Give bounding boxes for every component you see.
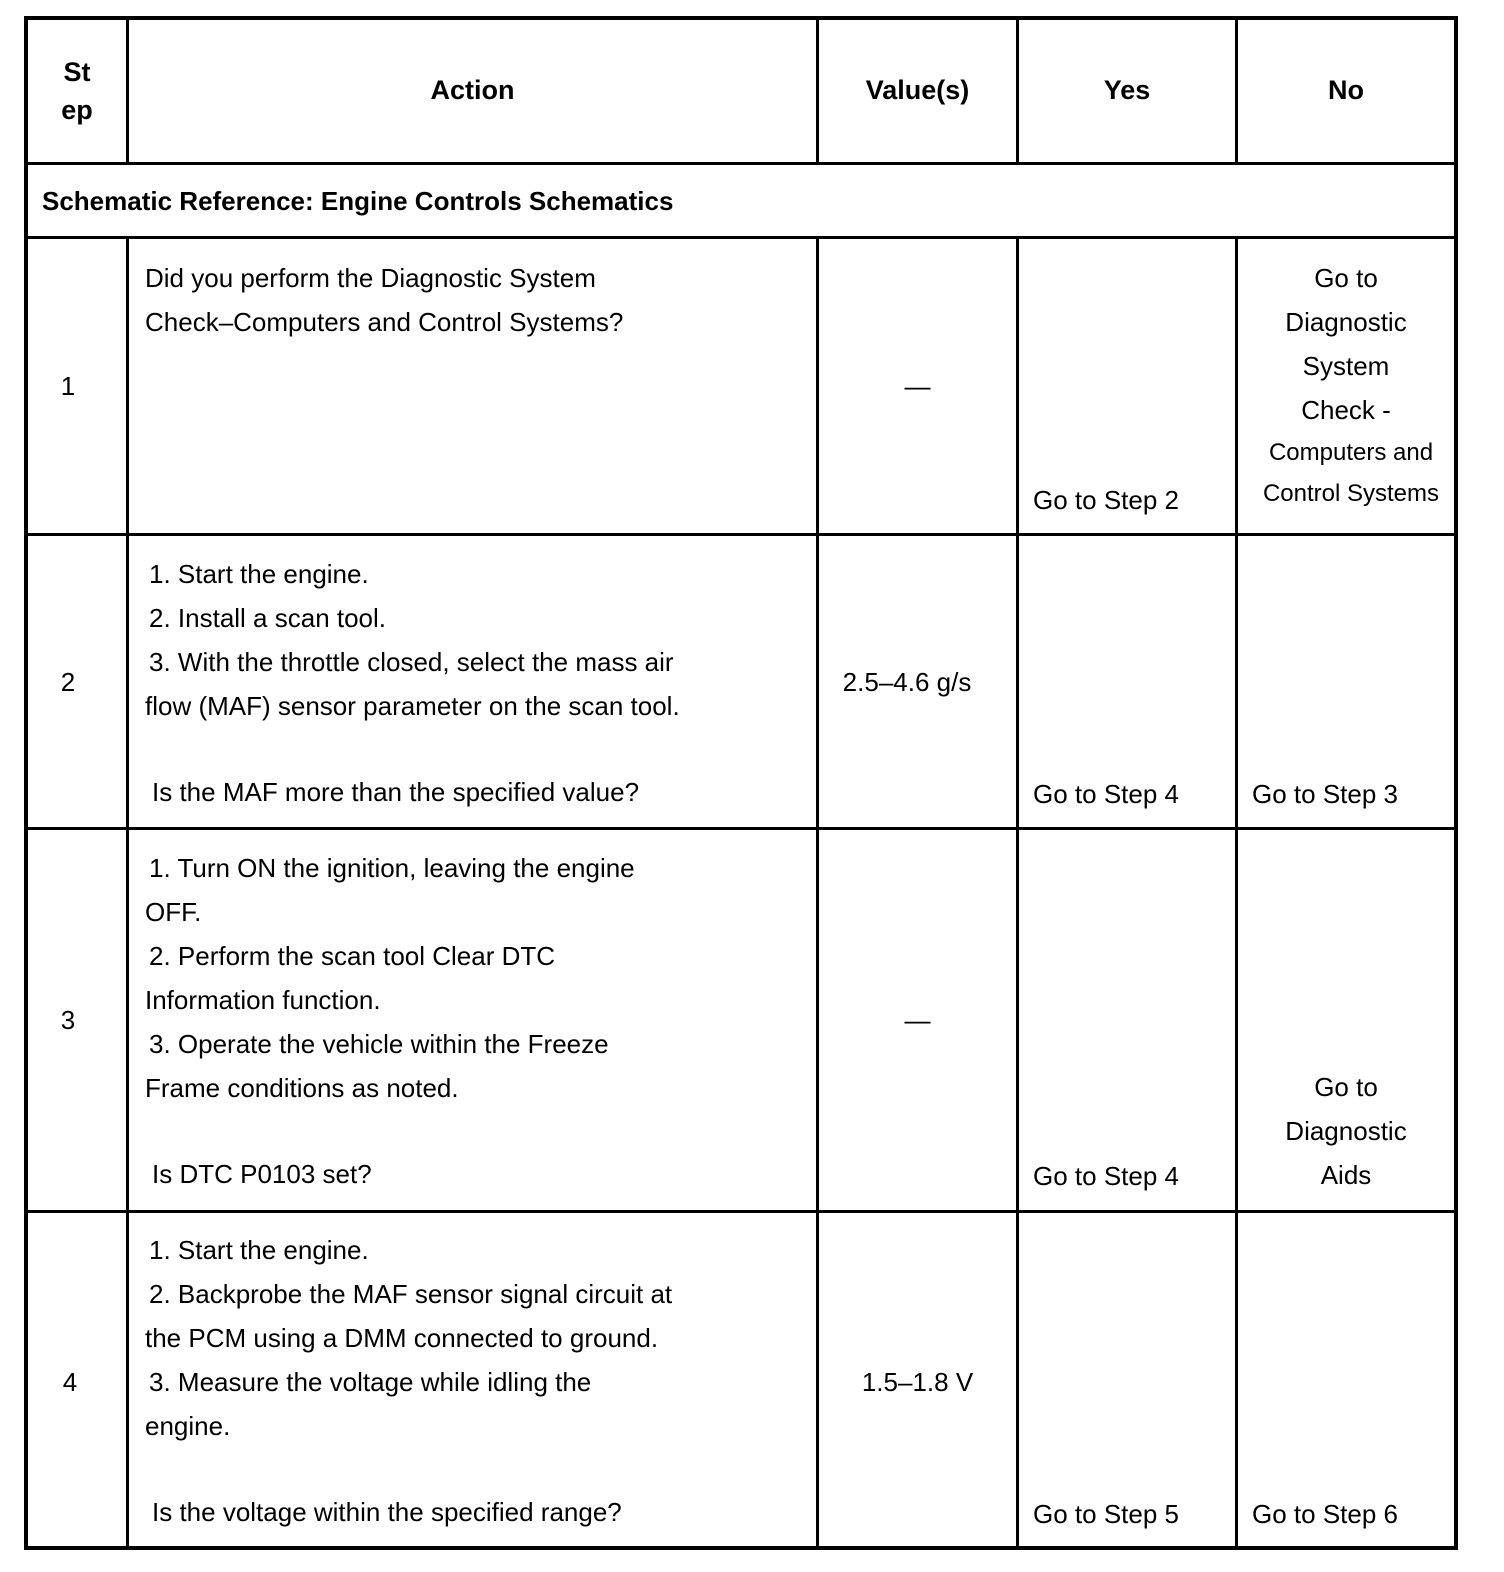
row2-question: Is the MAF more than the specified value? [152,777,640,807]
header-action: Action [430,75,515,105]
row2-step: 2 [60,666,76,697]
row1-action-line1: Did you perform the Diagnostic System [145,263,596,293]
row1-no-line5: Computers and [1268,439,1434,466]
row3-no-line2: Diagnostic [1285,1116,1407,1146]
row2-yes: Go to Step 4 [1033,779,1179,809]
diagnostic-table [24,16,1458,1550]
row4-action-line1: 1. Start the engine. [149,1235,369,1265]
header-no: No [1328,75,1364,105]
header-values: Value(s) [865,75,970,105]
row1-step: 1 [60,371,76,401]
row2-action-line4: flow (MAF) sensor parameter on the scan tool. [145,691,680,721]
row1-no-line4: Check - [1301,395,1391,425]
row3-action-line6: Frame conditions as noted. [145,1073,459,1103]
row2-action-line2: 2. Install a scan tool. [149,603,387,633]
row4-no: Go to Step 6 [1252,1499,1398,1529]
row3-no [1238,1065,1454,1197]
row3-value: — [904,1005,931,1035]
row4-value: 1.5–1.8 V [861,1366,974,1397]
row2-action [145,552,813,814]
header-step-line2: ep [61,95,93,125]
col-divider-values-body [1016,238,1019,1550]
header-yes: Yes [1103,75,1151,105]
row4-step: 4 [62,1366,78,1397]
row4-action-line5: engine. [145,1411,231,1441]
row2-no: Go to Step 3 [1252,779,1398,809]
row1-no [1238,256,1454,514]
row1-yes: Go to Step 2 [1033,485,1179,515]
row1-no-line1: Go to [1314,263,1378,293]
row1-no-line6: Control Systems [1262,480,1440,507]
row3-action-line4: Information function. [145,985,381,1015]
header-step-line1: St [63,57,91,87]
row3-action [145,846,813,1196]
row1-no-line2: Diagnostic [1285,307,1407,337]
row3-step: 3 [60,1005,76,1035]
row4-action-line4: 3. Measure the voltage while idling the [149,1367,592,1397]
row3-action-line3: 2. Perform the scan tool Clear DTC [149,941,556,971]
row1-divider [28,533,1458,536]
row4-question: Is the voltage within the specified range? [152,1497,622,1527]
row4-yes: Go to Step 5 [1033,1499,1179,1529]
row4-action [145,1228,813,1534]
row2-divider [28,827,1458,830]
row3-action-line1: 1. Turn ON the ignition, leaving the engine [149,853,635,883]
row2-action-line3: 3. With the throttle closed, select the mass air [149,647,674,677]
row1-action-line2: Check–Computers and Control Systems? [145,307,624,337]
row3-action-line2: OFF. [145,897,202,927]
row2-value: 2.5–4.6 g/s [842,666,972,697]
col-divider-step-body [126,238,129,1550]
row3-divider [28,1210,1458,1213]
row3-yes: Go to Step 4 [1033,1161,1179,1191]
schematic-divider [28,236,1458,239]
row3-question: Is DTC P0103 set? [152,1159,372,1189]
row1-value: — [904,371,931,401]
row4-action-line3: the PCM using a DMM connected to ground. [145,1323,659,1353]
row3-action-line5: 3. Operate the vehicle within the Freeze [149,1029,609,1059]
row3-no-line1: Go to [1314,1072,1378,1102]
row1-no-line3: System [1302,351,1390,381]
row3-no-line3: Aids [1320,1160,1372,1190]
schematic-reference: Schematic Reference: Engine Controls Schematics [42,185,674,216]
row1-action [145,256,805,344]
row2-action-line1: 1. Start the engine. [149,559,369,589]
header-step [28,20,126,162]
row4-action-line2: 2. Backprobe the MAF sensor signal circuit at [149,1279,673,1309]
